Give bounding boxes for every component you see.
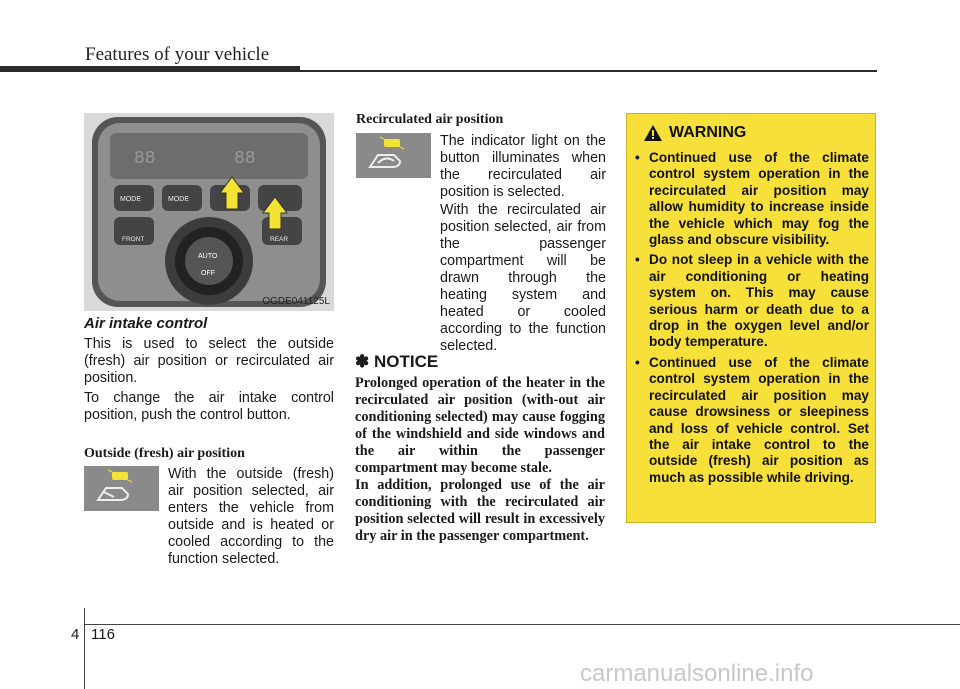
outside-air-text: With the outside (fresh) air position selected, air enters the vehicle from outside and is heated or cooled according to the function selected. <box>168 466 334 567</box>
notice-heading <box>355 352 438 372</box>
recirc-air-button-image <box>356 133 431 178</box>
air-intake-heading: Air intake control <box>84 315 208 332</box>
header-rule-thin <box>300 70 877 72</box>
header-rule <box>0 66 300 72</box>
panel-image-caption: OGDE041125L <box>262 296 330 307</box>
warning-list <box>635 150 869 490</box>
warning-item: • Do not sleep in a vehicle with the air conditioning or heating system on. This may cause serious harm or death due to a drop in the oxygen level and/or body temperature. <box>635 252 869 350</box>
mode-down-label: MODE <box>120 196 141 203</box>
warning-item: • Continued use of the climate control system operation in the recirculated air position may allow humidity to increase inside the vehicle which may fog the glass and obscure visibility. <box>635 150 869 248</box>
footer-page-number: 116 <box>91 626 115 643</box>
watermark: carmanualsonline.info <box>580 660 814 687</box>
off-label: OFF <box>201 270 215 277</box>
air-intake-para-2: To change the air intake control position, push the control button. <box>84 390 334 423</box>
outside-air-button-image <box>84 466 159 511</box>
footer-rule <box>84 624 960 625</box>
rear-defrost-label: REAR <box>270 236 289 243</box>
notice-symbol: ✽ <box>355 352 370 371</box>
front-defrost-label: FRONT <box>122 236 145 243</box>
recirc-air-text-1: The indicator light on the button illuminates when the recirculated air position is selected. <box>440 133 606 200</box>
recirc-air-heading: Recirculated air position <box>356 112 504 127</box>
footer-chapter-number: 4 <box>71 626 80 643</box>
outside-air-heading: Outside (fresh) air position <box>84 446 245 461</box>
auto-label: AUTO <box>198 253 218 260</box>
warning-triangle-icon <box>643 124 663 142</box>
notice-text-1: Prolonged operation of the heater in the recirculated air position (with-out air conditioning selected) may cause fogging of the windshield and side windows and the air within the passenger compartment may become stale. <box>355 375 605 476</box>
recirc-air-icon <box>356 133 431 178</box>
notice-title: NOTICE <box>373 352 439 371</box>
warning-item: • Continued use of the climate control system operation in the recirculated air position may cause drowsiness or sleepiness and loss of vehicle control. Set the air intake control to the outside (fresh) air position as much as possible while driving. <box>635 354 869 485</box>
climate-panel-svg <box>84 113 334 311</box>
warning-box <box>626 113 876 523</box>
notice-text-2: In addition, prolonged use of the air conditioning with the recirculated air position selected will result in excessively dry air in the passenger compartment. <box>355 477 605 544</box>
page-header-title: Features of your vehicle <box>85 44 270 65</box>
warning-title: WARNING <box>669 124 747 141</box>
air-intake-para-1: This is used to select the outside (fresh) air position or recirculated air position. <box>84 336 334 386</box>
footer-vertical-rule <box>84 608 85 689</box>
outside-air-icon <box>84 466 159 511</box>
recirc-air-text-2: With the recirculated air position selected, air from the passenger compartment will be drawn through the heating system and heated or cooled according to the function selected. <box>440 202 606 354</box>
mode-up-label: MODE <box>168 196 189 203</box>
svg-text:88: 88 <box>134 149 156 169</box>
climate-control-panel-illustration <box>84 113 334 311</box>
svg-text:88: 88 <box>234 149 256 169</box>
notice-body <box>355 375 605 545</box>
